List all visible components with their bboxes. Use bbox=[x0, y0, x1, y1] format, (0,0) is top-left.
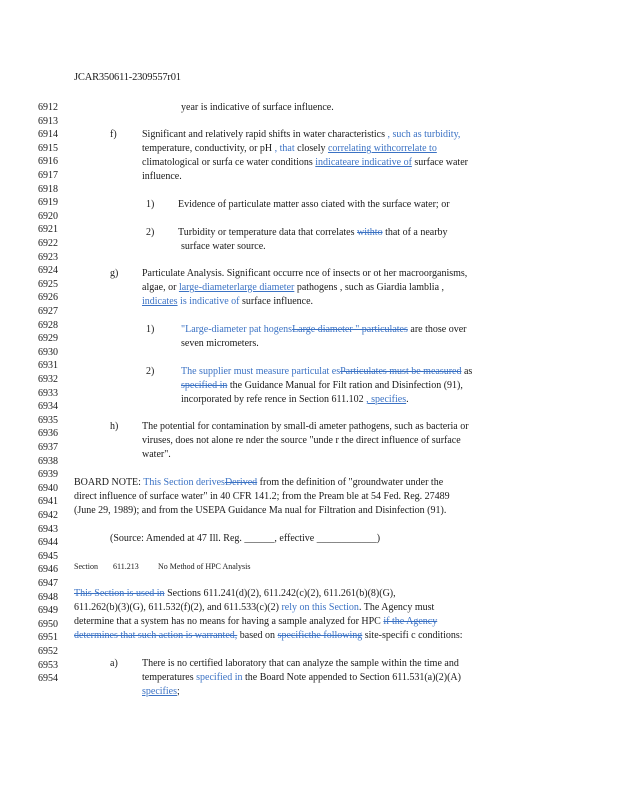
line-number: 6946 bbox=[38, 564, 58, 576]
line-number: 6954 bbox=[38, 673, 58, 685]
item-f-line-3: climatological or surfa ce water conditions indicateare indicative of surface water bbox=[142, 157, 468, 168]
item-f-1-label: 1) bbox=[146, 199, 155, 210]
line-number: 6916 bbox=[38, 156, 58, 168]
item-a-line-1: There is no certified laboratory that can analyze the sample within the time and bbox=[142, 658, 459, 669]
item-a-line-2: temperatures specified in the Board Note appended to Section 611.531(a)(2)(A) bbox=[142, 672, 461, 683]
line-number: 6915 bbox=[38, 142, 58, 154]
line-number: 6948 bbox=[38, 591, 58, 603]
item-f-2-line-2: surface water source. bbox=[181, 241, 266, 252]
item-g-2-line-2: specified in the Guidance Manual for Filt ration and Disinfection (91), bbox=[181, 380, 463, 391]
item-f-1-text: Evidence of particulate matter asso ciated with the surface water; or bbox=[178, 199, 450, 210]
item-h-line-2: viruses, does not alone re nder the source "unde r the direct influence of surface bbox=[142, 435, 461, 446]
item-f-line-1: Significant and relatively rapid shifts in water characteristics , such as turbidity, bbox=[142, 129, 461, 140]
line-number: 6928 bbox=[38, 319, 58, 331]
item-label-g: g) bbox=[110, 268, 119, 279]
item-g-line-3: indicates is indicative of surface influence. bbox=[142, 296, 314, 307]
item-g-1-line-2: seven micrometers. bbox=[181, 338, 259, 349]
line-number: 6917 bbox=[38, 170, 58, 181]
line-number: 6947 bbox=[38, 578, 58, 589]
line-number: 6952 bbox=[38, 646, 58, 657]
item-g-line-2: algae, or large-diameterlarge diameter pathogens , such as Giardia lamblia , bbox=[142, 282, 445, 293]
line-number: 6912 bbox=[38, 102, 58, 113]
source-note: (Source: Amended at 47 Ill. Reg. ______, effective ____________) bbox=[110, 533, 381, 544]
section-paragraph-line-1: This Section is used in Sections 611.241(d)(2), 611.242(c)(2), 611.261(b)(8)(G), bbox=[74, 588, 396, 599]
line-number: 6926 bbox=[38, 292, 58, 304]
line-number: 6919 bbox=[38, 197, 58, 209]
item-g-2-line-3: incorporated by refe rence in Section 611.102 , specifies. bbox=[181, 394, 409, 405]
section-label: Section bbox=[74, 562, 98, 571]
line-number: 6925 bbox=[38, 278, 58, 290]
item-f-2-label: 2) bbox=[146, 227, 155, 238]
line-number: 6945 bbox=[38, 550, 58, 562]
line-number: 6937 bbox=[38, 442, 58, 453]
section-title: No Method of HPC Analysis bbox=[158, 562, 251, 571]
line-number: 6938 bbox=[38, 455, 58, 467]
board-note-line-3: (June 29, 1989); and from the USEPA Guidance Ma nual for Filtration and Disinfection (91). bbox=[74, 505, 447, 516]
line-number: 6950 bbox=[38, 618, 58, 630]
document-header: JCAR350611-2309557r01 bbox=[74, 72, 181, 83]
item-f-line-4: influence. bbox=[142, 171, 182, 182]
section-number: 611.213 bbox=[113, 562, 139, 571]
line-number: 6949 bbox=[38, 605, 58, 617]
board-note-line-2: direct influence of surface water" in 40 CFR 141.2; from the Pream ble at 54 Fed. Reg. 27489 bbox=[74, 491, 450, 502]
item-f-2-line-1: Turbidity or temperature data that correlates withto that of a nearby bbox=[178, 227, 448, 238]
board-note-line-1: BOARD NOTE: This Section derivesDerived from the definition of "groundwater under the bbox=[74, 477, 444, 488]
line-number: 6942 bbox=[38, 510, 58, 521]
line-number: 6923 bbox=[38, 251, 58, 263]
line-number: 6931 bbox=[38, 360, 58, 372]
line-number: 6920 bbox=[38, 210, 58, 222]
line-number: 6934 bbox=[38, 401, 58, 413]
item-g-2-label: 2) bbox=[146, 366, 155, 377]
line-number: 6953 bbox=[38, 659, 58, 671]
line-number: 6944 bbox=[38, 537, 58, 549]
line-number: 6924 bbox=[38, 265, 58, 277]
item-label-a: a) bbox=[110, 658, 118, 669]
line-number: 6936 bbox=[38, 428, 58, 440]
line-number: 6940 bbox=[38, 482, 58, 494]
item-label-h: h) bbox=[110, 421, 119, 432]
item-g-1-line-1: "Large-diameter pat hogensLarge diameter " particulates are those over bbox=[181, 324, 467, 335]
line-number: 6930 bbox=[38, 346, 58, 358]
line-number: 6951 bbox=[38, 632, 58, 644]
line-number: 6921 bbox=[38, 224, 58, 236]
section-paragraph-line-4: determines that such action is warranted, based on specificthe following site-specifi c conditions: bbox=[74, 630, 463, 641]
line-number: 6922 bbox=[38, 238, 58, 249]
item-g-2-line-1: The supplier must measure particulat esParticulates must be measured as bbox=[181, 366, 473, 377]
line-number: 6933 bbox=[38, 387, 58, 399]
item-f-line-2: temperature, conductivity, or pH , that closely correlating withcorrelate to bbox=[142, 143, 437, 154]
line-number: 6943 bbox=[38, 523, 58, 535]
line-number: 6913 bbox=[38, 115, 58, 127]
line-number: 6914 bbox=[38, 129, 58, 141]
paragraph-continuation: year is indicative of surface influence. bbox=[181, 102, 334, 113]
line-number: 6939 bbox=[38, 469, 58, 481]
item-h-line-1: The potential for contamination by small-di ameter pathogens, such as bacteria or bbox=[142, 421, 469, 432]
item-label-f: f) bbox=[110, 129, 117, 140]
line-number: 6941 bbox=[38, 496, 58, 508]
section-paragraph-line-3: determine that a system has no means for having a sample analyzed for HPC if the Agency bbox=[74, 616, 438, 627]
item-g-1-label: 1) bbox=[146, 324, 155, 335]
section-paragraph-line-2: 611.262(b)(3)(G), 611.532(f)(2), and 611.533(c)(2) rely on this Section. The Agency must bbox=[74, 602, 435, 613]
item-a-line-3: specifies; bbox=[142, 686, 180, 697]
line-number: 6929 bbox=[38, 333, 58, 345]
line-number: 6932 bbox=[38, 374, 58, 385]
item-h-line-3: water". bbox=[142, 449, 171, 460]
line-number: 6927 bbox=[38, 306, 58, 317]
line-number: 6935 bbox=[38, 414, 58, 426]
item-g-line-1: Particulate Analysis. Significant occurre nce of insects or ot her macroorganisms, bbox=[142, 268, 468, 279]
line-number: 6918 bbox=[38, 183, 58, 195]
